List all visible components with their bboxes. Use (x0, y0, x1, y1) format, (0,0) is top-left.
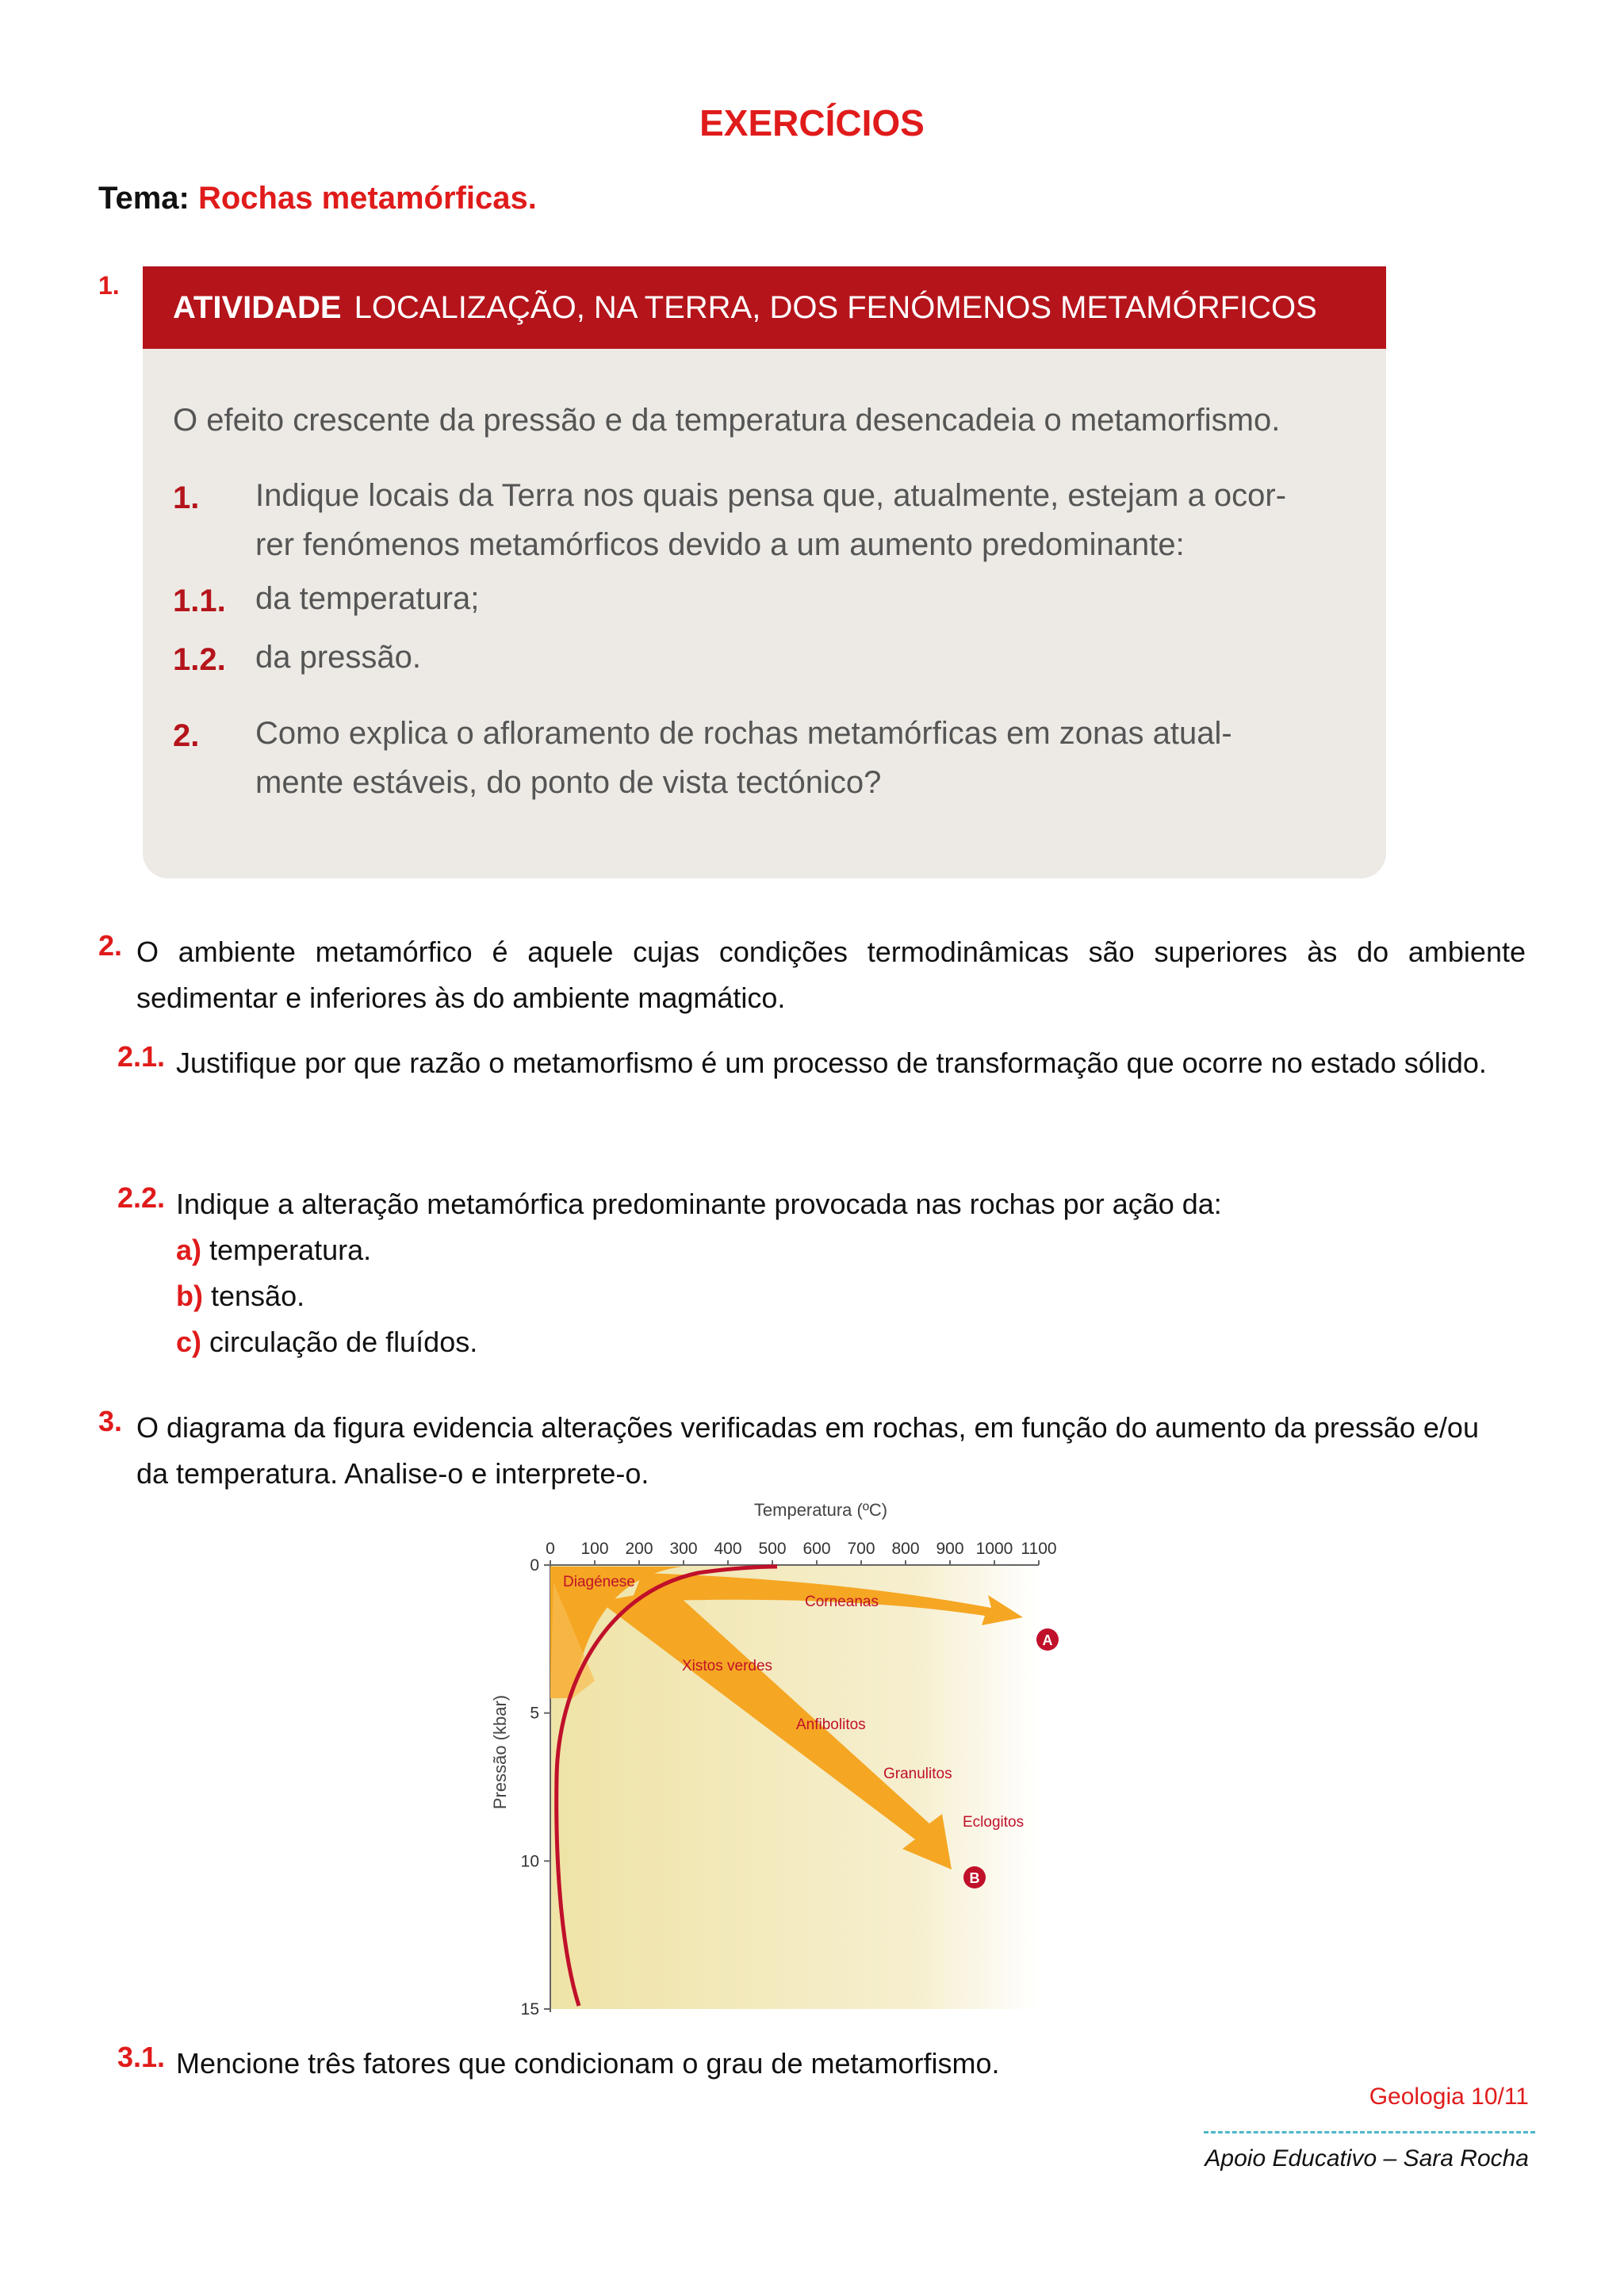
x-tick-label: 200 (625, 1540, 653, 1558)
zone-label-anfibolitos: Anfibolitos (796, 1716, 866, 1733)
topic-heading (98, 181, 537, 216)
question-2-1-number: 2.1. (117, 1040, 166, 1073)
question-3-1-number: 3.1. (117, 2041, 166, 2073)
x-tick-label: 700 (847, 1540, 875, 1558)
footer-subject: Geologia 10/11 (1369, 2084, 1529, 2110)
activity-item-number: 2. (173, 718, 200, 753)
zone-label-diagenese: Diagénese (563, 1574, 635, 1590)
question-3-1-text: Mencione três fatores que condicionam o grau de metamorfismo. (176, 2047, 1000, 2080)
option-text: temperatura. (209, 1234, 372, 1266)
y-tick-label: 15 (520, 2000, 539, 2019)
zone-label-xistos-verdes: Xistos verdes (682, 1658, 773, 1674)
y-axis-label: Pressão (kbar) (490, 1694, 510, 1810)
option-item (176, 1319, 477, 1365)
option-item (176, 1273, 304, 1319)
zone-label-corneanas: Corneanas (805, 1594, 879, 1610)
x-tick-label: 500 (758, 1540, 787, 1558)
x-tick-label: 400 (714, 1540, 742, 1558)
activity-item-line: mente estáveis, do ponto de vista tectónico? (255, 765, 882, 800)
activity-header-title: LOCALIZAÇÃO, NA TERRA, DOS FENÓMENOS METAMÓRFICOS (354, 289, 1317, 325)
x-tick-label: 600 (802, 1540, 831, 1558)
page-title: EXERCÍCIOS (699, 102, 925, 144)
activity-intro: O efeito crescente da pressão e da temperatura desencadeia o metamorfismo. (173, 403, 1281, 438)
question-2-2-text: Indique a alteração metamórfica predominante provocada nas rochas por ação da: (176, 1188, 1222, 1220)
footer-divider (1204, 2131, 1535, 2133)
option-text: circulação de fluídos. (209, 1326, 478, 1358)
activity-item-number: 1. (173, 480, 200, 515)
zone-label-eclogitos: Eclogitos (963, 1814, 1025, 1831)
diagram-background (550, 1565, 1039, 2009)
x-tick-label: 1100 (1021, 1540, 1057, 1558)
activity-item-line: Como explica o afloramento de rochas metamórficas em zonas atual- (255, 716, 1232, 751)
activity-header (143, 266, 1386, 349)
marker-a-label: A (1042, 1632, 1053, 1648)
x-tick-label: 900 (936, 1540, 964, 1558)
y-tick-label: 5 (530, 1704, 539, 1723)
option-item (176, 1227, 371, 1273)
x-tick-label: 1000 (975, 1540, 1013, 1558)
y-tick-label: 0 (530, 1556, 539, 1575)
activity-item-text (255, 471, 1286, 569)
question-2-1-text: Justifique por que razão o metamorfismo é um processo de transformação que ocorre no estado sólido. (176, 1047, 1487, 1079)
x-tick-label: 300 (669, 1540, 698, 1558)
question-2-text: O ambiente metamórfico é aquele cujas condições termodinâmicas são superiores às do ambiente sedimentar e inferiores às do ambiente magmático. (136, 936, 1526, 1014)
activity-header-label: ATIVIDADE (173, 289, 342, 325)
option-text: tensão. (211, 1280, 305, 1312)
question-2-number: 2. (98, 929, 123, 962)
option-letter: b) (176, 1280, 203, 1312)
x-axis-label: Temperatura (ºC) (753, 1500, 888, 1520)
activity-item-line: rer fenómenos metamórficos devido a um aumento predominante: (255, 527, 1185, 562)
zone-label-granulitos: Granulitos (883, 1766, 952, 1782)
y-tick-label: 10 (520, 1852, 539, 1871)
marker-b-label: B (969, 1870, 980, 1886)
topic-label: Tema: (98, 181, 190, 216)
activity-item-number: 1.2. (173, 642, 226, 677)
question-3-text: O diagrama da figura evidencia alterações verificadas em rochas, em função do aumento da pressão e/ou da temperatura. Analise-o e interprete-o. (136, 1411, 1479, 1490)
question-3-number: 3. (98, 1405, 123, 1437)
x-tick-label: 100 (580, 1540, 609, 1558)
option-letter: a) (176, 1234, 202, 1266)
metamorphism-diagram (444, 1490, 1158, 2022)
topic-value: Rochas metamórficas. (197, 181, 537, 216)
activity-box (143, 266, 1386, 878)
question-2-2-number: 2.2. (117, 1181, 166, 1214)
footer-credit: Apoio Educativo – Sara Rocha (1205, 2145, 1529, 2172)
question-1-number: 1. (98, 271, 120, 300)
x-tick-label: 800 (891, 1540, 920, 1558)
x-tick-label: 0 (546, 1540, 555, 1558)
activity-item-line: Indique locais da Terra nos quais pensa que, atualmente, estejam a ocor- (255, 478, 1287, 513)
option-letter: c) (176, 1326, 202, 1358)
activity-item-text: da pressão. (255, 640, 422, 675)
activity-item-text: da temperatura; (255, 581, 480, 616)
activity-item-text (255, 709, 1232, 807)
activity-item-number: 1.1. (173, 584, 226, 618)
